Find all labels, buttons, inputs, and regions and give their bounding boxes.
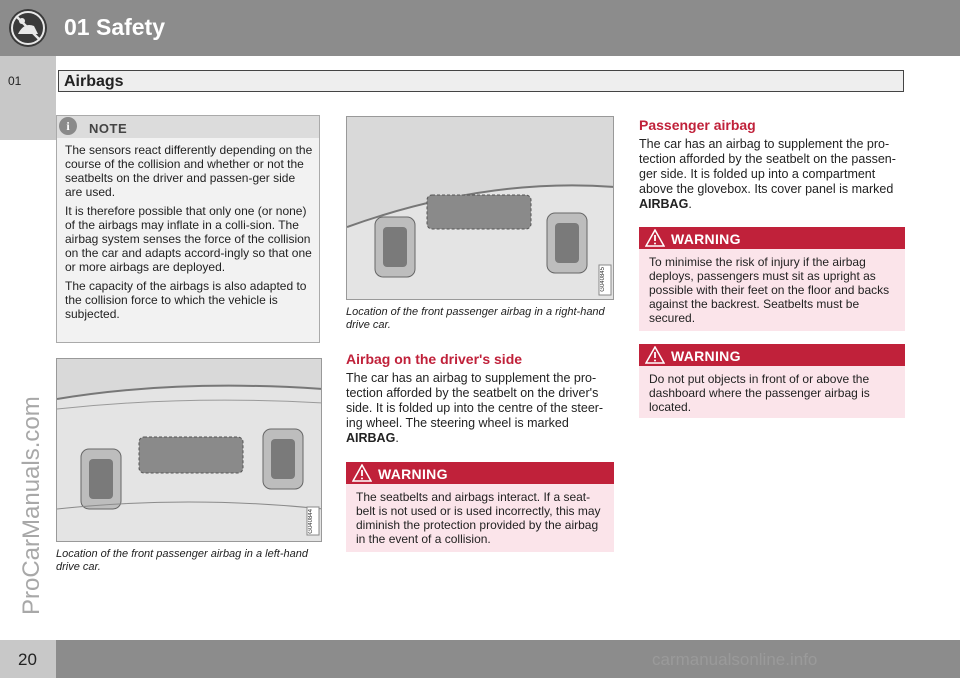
note-paragraph: The sensors react differently depending on the course of the collision and whether or not the seatbelts on the driver and passen-ger side are used. bbox=[65, 143, 313, 199]
note-box bbox=[56, 115, 320, 343]
warning-title: WARNING bbox=[671, 231, 741, 247]
note-paragraph: The capacity of the airbags is also adapted to the collision force to which the vehicle is subjected. bbox=[65, 279, 307, 321]
page-number: 20 bbox=[18, 650, 37, 669]
warning-triangle-icon bbox=[645, 229, 665, 247]
warning-triangle-icon bbox=[352, 464, 372, 482]
warning-text: Do not put objects in front of or above the dashboard where the passenger airbag is located. bbox=[649, 372, 870, 414]
passenger-airbag-marking: AIRBAG bbox=[639, 197, 689, 211]
note-title: NOTE bbox=[89, 121, 128, 136]
side-watermark: ProCarManuals.com bbox=[18, 396, 45, 615]
warning-text: The seatbelts and airbags interact. If a seat-belt is not used or is used incorrectly, this may diminish the protection provided by the airbag in the event of a collision. bbox=[356, 490, 601, 546]
note-body bbox=[65, 143, 315, 326]
figure-code: G040845 bbox=[600, 267, 606, 292]
passenger-airbag-body: The car has an airbag to supplement the pro-tection afforded by the seatbelt on the passen-ger side. It is folded up into a compartment above the glovebox. Its cover panel is marked bbox=[639, 137, 896, 196]
driver-airbag-marking: AIRBAG bbox=[346, 431, 396, 445]
driver-airbag-heading: Airbag on the driver's side bbox=[346, 351, 523, 367]
dashboard-illustration bbox=[347, 117, 614, 300]
figure-lhd-caption: Location of the front passenger airbag in a left-hand drive car. bbox=[56, 548, 308, 573]
driver-airbag-text: The car has an airbag to supplement the pro-tection afforded by the seatbelt on the driver's side. It is folded up into the centre of the steer-ing wheel. The steering wheel is marked AIRBAG. bbox=[346, 371, 604, 445]
driver-warning-box bbox=[346, 462, 614, 552]
airbag-safety-icon bbox=[0, 0, 56, 56]
section-title-bar bbox=[58, 70, 904, 92]
figure-code: G040844 bbox=[308, 509, 314, 534]
figure-lhd-dashboard bbox=[56, 358, 322, 542]
chapter-tab-label: 01 bbox=[8, 74, 22, 88]
footer-watermark: carmanualsonline.info bbox=[652, 650, 818, 669]
figure-rhd-dashboard bbox=[346, 116, 614, 300]
warning-title: WARNING bbox=[378, 466, 448, 482]
figure-rhd-caption: Location of the front passenger airbag in a right-hand drive car. bbox=[346, 306, 605, 331]
passenger-airbag-heading: Passenger airbag bbox=[639, 117, 756, 133]
warning-text: To minimise the risk of injury if the airbag deploys, passengers must sit as upright as possible with their feet on the floor and backs against the backrest. Seatbelts must be secured. bbox=[649, 255, 890, 325]
passenger-warning-box-2 bbox=[639, 344, 905, 418]
chapter-icon-box bbox=[0, 0, 56, 56]
passenger-airbag-text: The car has an airbag to supplement the pro-tection afforded by the seatbelt on the passen-ger side. It is folded up into a compartment above the glovebox. Its cover panel is marked AIRBAG. bbox=[639, 137, 896, 211]
chapter-side-tab bbox=[0, 56, 56, 140]
section-title: Airbags bbox=[64, 73, 124, 90]
warning-triangle-icon bbox=[645, 346, 665, 364]
chapter-title: 01 Safety bbox=[64, 14, 166, 40]
warning-title: WARNING bbox=[671, 348, 741, 364]
passenger-warning-box-1 bbox=[639, 227, 905, 331]
note-paragraph: It is therefore possible that only one (or none) of the airbags may inflate in a colli-sion. The airbag system senses the force of the collision on the car and adapts accord-ingly so that one or more airbags are deployed. bbox=[65, 204, 312, 274]
driver-airbag-body: The car has an airbag to supplement the pro-tection afforded by the seatbelt on the driver's side. It is folded up into the centre of the steer-ing wheel. The steering wheel is marked bbox=[346, 371, 604, 430]
note-header bbox=[57, 116, 319, 138]
info-icon: i bbox=[59, 117, 77, 135]
dashboard-illustration bbox=[57, 359, 322, 542]
